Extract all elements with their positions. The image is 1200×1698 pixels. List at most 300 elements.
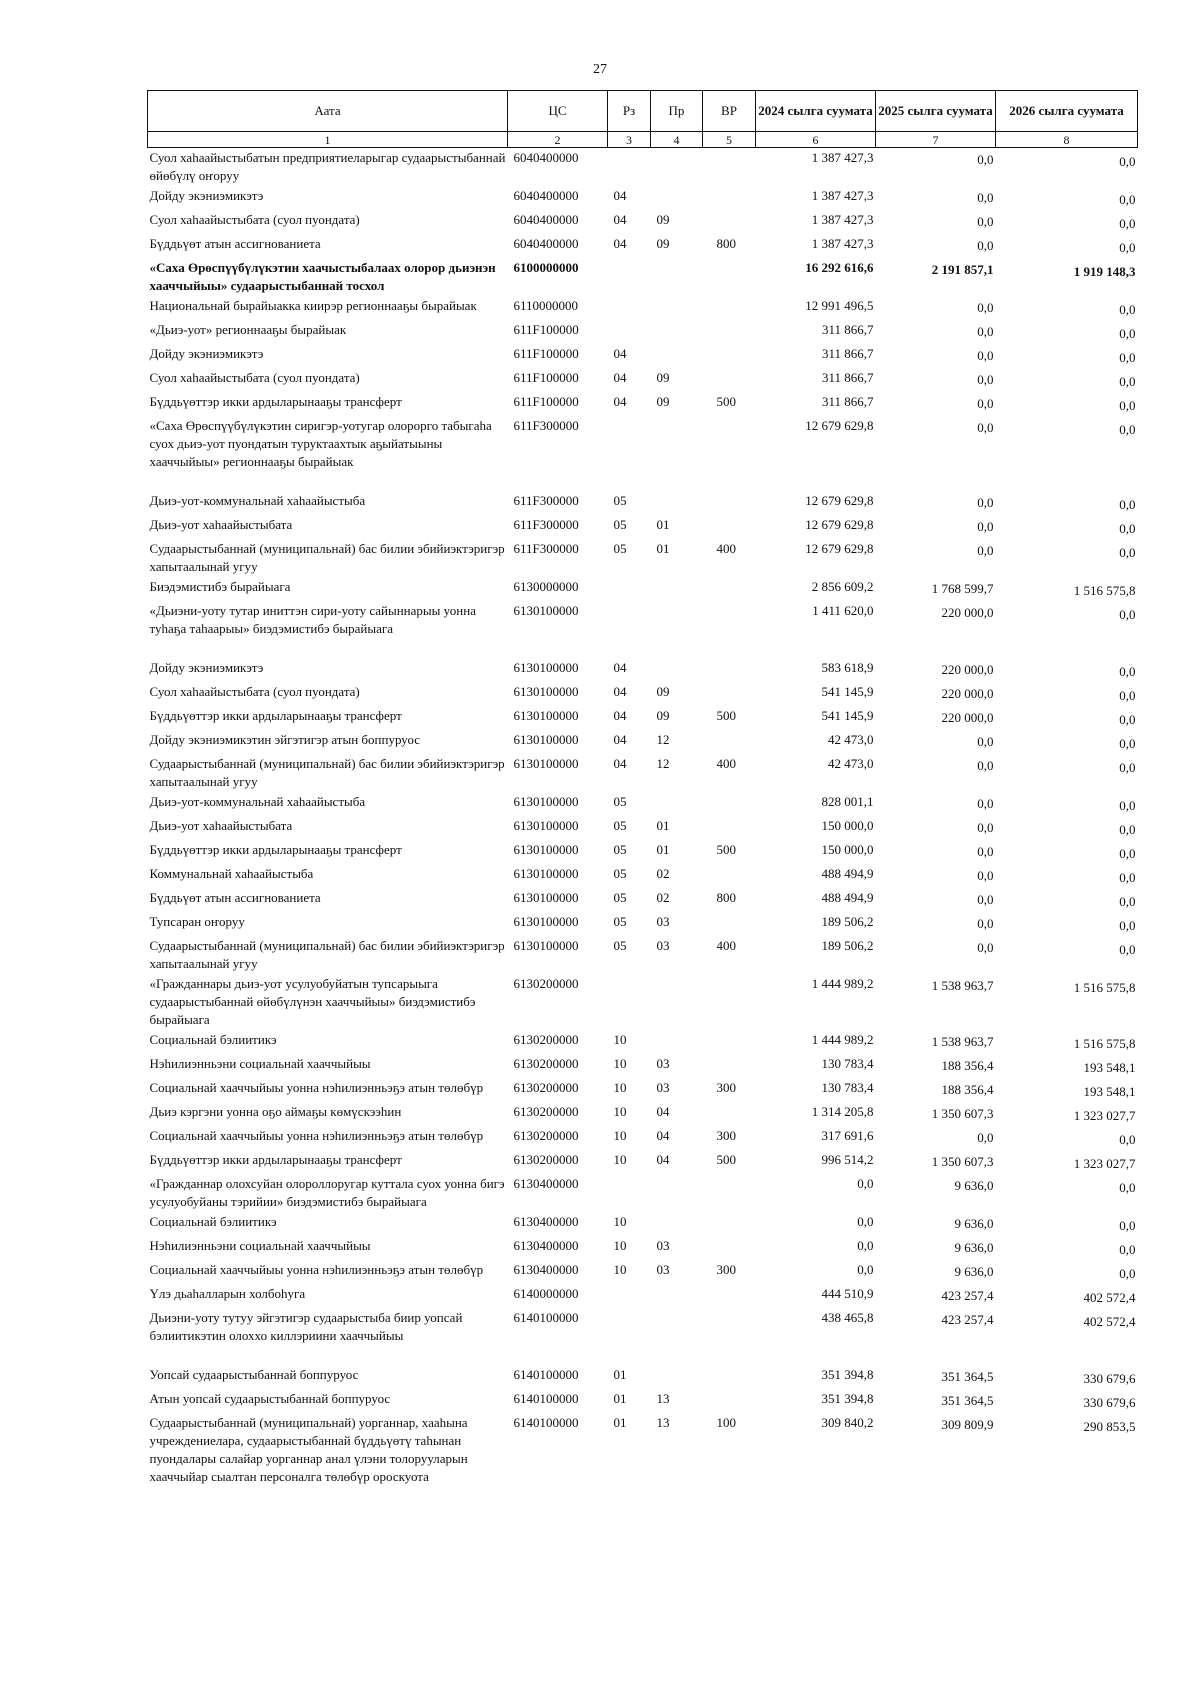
cell-2026: 0,0 (1119, 374, 1136, 389)
cell-name: Национальнай бырайыакка киирэр регионнааҕы бырайыак (149, 298, 477, 313)
cell-pr (651, 296, 703, 320)
table-row (148, 816, 1138, 840)
cell-2025: 9 636,0 (954, 1264, 994, 1279)
table-row (148, 148, 1138, 187)
cell-cs: 6130400000 (513, 1262, 579, 1277)
table-row (148, 186, 1138, 210)
header-rz: Рз (608, 91, 651, 132)
cell-2024: 189 506,2 (821, 914, 874, 929)
cell-cs: 6130100000 (513, 660, 579, 675)
cell-cs: 611F100000 (513, 322, 579, 337)
cell-2024: 311 866,7 (821, 394, 874, 409)
cell-2026: 290 853,5 (1083, 1419, 1136, 1434)
cell-vr (703, 816, 756, 840)
table-row (148, 1150, 1138, 1174)
cell-vr: 400 (716, 756, 736, 771)
table-row (148, 1308, 1138, 1365)
table-row (148, 234, 1138, 258)
cell-2025: 220 000,0 (941, 662, 994, 677)
cell-cs: 6040400000 (513, 188, 579, 203)
cell-pr: 03 (656, 1238, 670, 1253)
cell-2025: 9 636,0 (954, 1240, 994, 1255)
cell-2024: 488 494,9 (821, 866, 874, 881)
cell-2026: 1 919 148,3 (1073, 264, 1136, 279)
cell-2025: 0,0 (977, 300, 994, 315)
cell-vr (703, 210, 756, 234)
cell-rz: 10 (613, 1104, 627, 1119)
cell-2025: 0,0 (977, 152, 994, 167)
cell-cs: 6140100000 (513, 1367, 579, 1382)
cell-pr: 03 (656, 1262, 670, 1277)
cell-2024: 1 387 427,3 (811, 236, 874, 251)
cell-2026: 0,0 (1119, 664, 1136, 679)
cell-name: Судаарыстыбаннай (муниципальнай) бас билии эбийиэктэригэр хапытаалынай угуу (149, 938, 505, 971)
cell-2025: 2 191 857,1 (931, 262, 994, 277)
cell-name: Бүддьүөт атын ассигнованиета (149, 890, 321, 905)
cell-vr: 500 (716, 394, 736, 409)
cell-2025: 220 000,0 (941, 686, 994, 701)
table-row (148, 888, 1138, 912)
cell-2025: 0,0 (977, 214, 994, 229)
cell-2024: 488 494,9 (821, 890, 874, 905)
cell-vr (703, 1054, 756, 1078)
cell-vr (703, 864, 756, 888)
cell-name: Бүддьүөттэр икки ардыларынааҕы трансферт (149, 1152, 402, 1167)
cell-name: «Гражданнары дьиэ-уот усулуобуйатын тупсарыыга судаарыстыбаннай өйөбүлүнэн хааччыйыы» биэдэмистибэ бырайыага (149, 976, 476, 1027)
cell-vr (703, 974, 756, 1030)
cell-pr: 01 (656, 541, 670, 556)
cell-cs: 6130000000 (513, 579, 579, 594)
cell-rz: 10 (613, 1056, 627, 1071)
cell-cs: 6130200000 (513, 1104, 579, 1119)
cell-vr (703, 148, 756, 187)
cell-name: Социальнай хааччыйыы уонна нэһилиэнньэҕэ атын төлөбүр (149, 1262, 484, 1277)
cell-pr: 12 (656, 732, 670, 747)
cell-2026: 0,0 (1119, 326, 1136, 341)
cell-name: Нэһилиэнньэни социальнай хааччыйыы (149, 1056, 371, 1071)
cell-rz: 10 (613, 1262, 627, 1277)
cell-rz: 04 (613, 346, 627, 361)
cell-vr (703, 1236, 756, 1260)
cell-cs: 6040400000 (513, 150, 579, 165)
cell-pr: 03 (656, 914, 670, 929)
table-row (148, 912, 1138, 936)
cell-cs: 6130200000 (513, 1032, 579, 1047)
header-row (148, 91, 1138, 132)
cell-pr: 01 (656, 842, 670, 857)
cell-vr (703, 491, 756, 515)
cell-vr: 400 (716, 541, 736, 556)
cell-name: Судаарыстыбаннай (муниципальнай) уорганнар, хааһына учреждениелара, судаарыстыбаннай бүддьүөтү таһынан пуондалары салайар уорганнар анал үлэни толорууларын хааччыйар сыалтан персоналга төлөбүр ороскуота (149, 1415, 468, 1484)
cell-name: «Саха Өрөспүүбүлүкэтин хаачыстыбалаах олорор дьиэнэн хааччыйыы» судаарыстыбаннай тосхол (149, 260, 496, 293)
cell-name: «Гражданнар олохсуйан олороллоругар куттала суох уонна бигэ усулуобуйаны тэрийии» биэдэмистибэ бырайыага (149, 1176, 505, 1209)
cell-2024: 1 314 205,8 (811, 1104, 874, 1119)
cell-cs: 6130100000 (513, 866, 579, 881)
cell-2024: 16 292 616,6 (805, 260, 874, 275)
cell-cs: 6130400000 (513, 1214, 579, 1229)
cell-2026: 0,0 (1119, 302, 1136, 317)
cell-rz: 04 (613, 212, 627, 227)
table-row (148, 1030, 1138, 1054)
cell-2026: 402 572,4 (1083, 1290, 1136, 1305)
cell-vr: 300 (716, 1262, 736, 1277)
cell-2026: 0,0 (1119, 760, 1136, 775)
cell-2024: 1 411 620,0 (812, 603, 874, 618)
cell-2025: 0,0 (977, 820, 994, 835)
cell-vr (703, 792, 756, 816)
cell-2024: 311 866,7 (821, 370, 874, 385)
cell-2025: 423 257,4 (941, 1288, 994, 1303)
cell-2026: 193 548,1 (1083, 1060, 1136, 1075)
cell-2024: 189 506,2 (821, 938, 874, 953)
cell-rz: 04 (613, 684, 627, 699)
cell-pr: 13 (656, 1415, 670, 1430)
cell-2026: 0,0 (1119, 1266, 1136, 1281)
cell-2025: 0,0 (977, 420, 994, 435)
cell-cs: 6100000000 (513, 260, 579, 275)
cell-pr (651, 577, 703, 601)
cell-2026: 0,0 (1119, 1218, 1136, 1233)
cell-name: Суол хаhаайыстыбата (суол пуондата) (149, 370, 360, 385)
cell-name: Уопсай судаарыстыбаннай боппуруос (149, 1367, 359, 1382)
cell-2026: 1 323 027,7 (1073, 1156, 1136, 1171)
cell-2026: 0,0 (1119, 712, 1136, 727)
cell-pr (651, 186, 703, 210)
cell-name: Дьиэ-уот хаhаайыстыбата (149, 818, 293, 833)
cell-2025: 0,0 (977, 892, 994, 907)
cell-2024: 541 145,9 (821, 684, 874, 699)
table-row (148, 491, 1138, 515)
cell-2024: 311 866,7 (821, 346, 874, 361)
cell-cs: 6130100000 (513, 684, 579, 699)
table-row (148, 1389, 1138, 1413)
table-row (148, 1236, 1138, 1260)
cell-2024: 996 514,2 (821, 1152, 874, 1167)
cell-pr: 09 (656, 394, 670, 409)
cell-name: Суол хаhаайыстыбата (суол пуондата) (149, 684, 360, 699)
cell-pr: 09 (656, 212, 670, 227)
cell-2026: 0,0 (1119, 154, 1136, 169)
table-row (148, 682, 1138, 706)
cell-rz: 05 (613, 842, 627, 857)
table-row (148, 258, 1138, 296)
cell-2026: 0,0 (1119, 422, 1136, 437)
cell-2025: 0,0 (977, 495, 994, 510)
cell-cs: 6040400000 (513, 236, 579, 251)
cell-rz (608, 1174, 651, 1212)
cell-2025: 1 538 963,7 (931, 978, 994, 993)
table-row (148, 210, 1138, 234)
cell-2024: 42 473,0 (828, 732, 874, 747)
cell-cs: 611F100000 (513, 346, 579, 361)
table-row (148, 539, 1138, 577)
cell-vr (703, 368, 756, 392)
cell-cs: 611F300000 (513, 493, 579, 508)
cell-2024: 1 387 427,3 (811, 212, 874, 227)
cell-pr (651, 1284, 703, 1308)
cell-2025: 0,0 (977, 868, 994, 883)
table-row (148, 601, 1138, 658)
cell-name: Социальнай хааччыйыы уонна нэһилиэнньэҕэ атын төлөбүр (149, 1080, 484, 1095)
cell-2026: 0,0 (1119, 240, 1136, 255)
table-row (148, 792, 1138, 816)
table-row (148, 1212, 1138, 1236)
cell-rz: 01 (613, 1367, 627, 1382)
cell-name: Үлэ дьаһалларын холбоһуга (149, 1286, 306, 1301)
cell-rz: 10 (613, 1152, 627, 1167)
header-name: Аата (148, 91, 508, 132)
cell-vr: 300 (716, 1080, 736, 1095)
cell-2026: 0,0 (1119, 1132, 1136, 1147)
cell-cs: 6130100000 (513, 603, 579, 618)
cell-rz: 10 (613, 1080, 627, 1095)
cell-2026: 0,0 (1119, 894, 1136, 909)
table-row (148, 515, 1138, 539)
cell-2025: 0,0 (977, 190, 994, 205)
cell-vr (703, 344, 756, 368)
cell-2024: 12 991 496,5 (805, 298, 874, 313)
cell-2024: 311 866,7 (821, 322, 874, 337)
table-row (148, 344, 1138, 368)
cell-name: Социальнай хааччыйыы уонна нэһилиэнньэҕэ атын төлөбүр (149, 1128, 484, 1143)
cell-2024: 2 856 609,2 (811, 579, 874, 594)
cell-pr (651, 320, 703, 344)
cell-rz: 05 (613, 493, 627, 508)
cell-rz: 05 (613, 890, 627, 905)
cell-pr: 04 (656, 1104, 670, 1119)
cell-rz: 10 (613, 1032, 627, 1047)
cell-rz: 04 (613, 394, 627, 409)
column-number: 5 (703, 132, 756, 148)
cell-cs: 6130100000 (513, 890, 579, 905)
cell-name: Дойду экэниэмикэтин эйгэтигэр атын боппуруос (149, 732, 421, 747)
cell-2026: 0,0 (1119, 216, 1136, 231)
cell-2024: 150 000,0 (821, 818, 874, 833)
cell-2025: 9 636,0 (954, 1216, 994, 1231)
cell-rz: 05 (613, 517, 627, 532)
cell-cs: 6140100000 (513, 1310, 579, 1325)
cell-2025: 0,0 (977, 916, 994, 931)
cell-name: Нэһилиэнньэни социальнай хааччыйыы (149, 1238, 371, 1253)
table-row (148, 864, 1138, 888)
column-number: 7 (876, 132, 996, 148)
header-2026: 2026 сылга суумата (996, 91, 1138, 132)
cell-vr (703, 258, 756, 296)
cell-rz (608, 1284, 651, 1308)
cell-vr (703, 1308, 756, 1365)
cell-cs: 6130100000 (513, 732, 579, 747)
cell-pr: 03 (656, 1056, 670, 1071)
header-pr: Пр (651, 91, 703, 132)
table-row (148, 416, 1138, 491)
cell-name: Атын уопсай судаарыстыбаннай боппуруос (149, 1391, 391, 1406)
cell-vr (703, 416, 756, 491)
table-row (148, 1413, 1138, 1487)
cell-2026: 0,0 (1119, 545, 1136, 560)
cell-2025: 0,0 (977, 844, 994, 859)
table-row (148, 936, 1138, 974)
cell-pr: 13 (656, 1391, 670, 1406)
cell-2025: 188 356,4 (941, 1082, 994, 1097)
cell-pr (651, 1365, 703, 1389)
cell-2024: 42 473,0 (828, 756, 874, 771)
cell-2024: 12 679 629,8 (805, 493, 874, 508)
cell-2024: 541 145,9 (821, 708, 874, 723)
table-row (148, 368, 1138, 392)
cell-2025: 0,0 (977, 348, 994, 363)
cell-vr (703, 296, 756, 320)
cell-cs: 6130100000 (513, 708, 579, 723)
cell-name: Тупсаран оҥоруу (149, 914, 245, 929)
column-number: 2 (508, 132, 608, 148)
cell-name: Дьиэ кэргэни уонна оҕо аймаҕы көмүскээһин (149, 1104, 402, 1119)
cell-2025: 188 356,4 (941, 1058, 994, 1073)
cell-name: Коммунальнай хаhаайыстыба (149, 866, 314, 881)
cell-2025: 220 000,0 (941, 605, 994, 620)
cell-pr: 04 (656, 1128, 670, 1143)
cell-2024: 12 679 629,8 (805, 541, 874, 556)
cell-2026: 0,0 (1119, 1180, 1136, 1195)
cell-pr (651, 148, 703, 187)
cell-pr: 09 (656, 684, 670, 699)
cell-2024: 1 387 427,3 (811, 150, 874, 165)
cell-cs: 6130100000 (513, 938, 579, 953)
cell-2024: 438 465,8 (821, 1310, 874, 1325)
cell-name: Социальнай бэлиитикэ (149, 1032, 277, 1047)
table-row (148, 1102, 1138, 1126)
cell-2024: 444 510,9 (821, 1286, 874, 1301)
cell-name: Дойду экэниэмикэтэ (149, 188, 264, 203)
cell-2026: 0,0 (1119, 607, 1136, 622)
cell-vr (703, 1284, 756, 1308)
table-row (148, 1126, 1138, 1150)
cell-cs: 6130100000 (513, 914, 579, 929)
cell-2025: 0,0 (977, 396, 994, 411)
table-body (148, 148, 1138, 1488)
column-number-row (148, 132, 1138, 148)
cell-cs: 6130100000 (513, 794, 579, 809)
cell-rz: 10 (613, 1238, 627, 1253)
cell-2024: 150 000,0 (821, 842, 874, 857)
cell-vr (703, 1389, 756, 1413)
table-row (148, 754, 1138, 792)
cell-2026: 0,0 (1119, 798, 1136, 813)
cell-2024: 309 840,2 (821, 1415, 874, 1430)
cell-rz (608, 296, 651, 320)
cell-vr: 800 (716, 890, 736, 905)
cell-cs: 6130100000 (513, 842, 579, 857)
cell-rz: 04 (613, 660, 627, 675)
cell-2025: 0,0 (977, 324, 994, 339)
cell-2024: 12 679 629,8 (805, 517, 874, 532)
cell-name: Дьиэ-уот-коммунальнай хаhаайыстыба (149, 493, 366, 508)
cell-cs: 6130200000 (513, 1056, 579, 1071)
cell-2025: 0,0 (977, 519, 994, 534)
cell-2024: 130 783,4 (821, 1080, 874, 1095)
cell-2024: 351 394,8 (821, 1391, 874, 1406)
cell-2024: 1 444 989,2 (811, 976, 874, 991)
cell-pr: 12 (656, 756, 670, 771)
cell-rz: 05 (613, 914, 627, 929)
table-row (148, 1078, 1138, 1102)
cell-2026: 0,0 (1119, 942, 1136, 957)
cell-2026: 0,0 (1119, 1242, 1136, 1257)
cell-cs: 6040400000 (513, 212, 579, 227)
cell-vr (703, 1102, 756, 1126)
cell-2026: 0,0 (1119, 846, 1136, 861)
cell-rz: 01 (613, 1415, 627, 1430)
table-row (148, 1054, 1138, 1078)
cell-cs: 6130100000 (513, 818, 579, 833)
table-row (148, 296, 1138, 320)
cell-2025: 1 768 599,7 (931, 581, 994, 596)
cell-cs: 6130200000 (513, 1080, 579, 1095)
cell-rz: 04 (613, 188, 627, 203)
cell-name: Бүддьүөттэр икки ардыларынааҕы трансферт (149, 708, 402, 723)
cell-pr (651, 416, 703, 491)
cell-rz: 04 (613, 756, 627, 771)
cell-name: Суол хаhаайыстыбата (суол пуондата) (149, 212, 360, 227)
cell-2025: 0,0 (977, 758, 994, 773)
cell-2026: 1 323 027,7 (1073, 1108, 1136, 1123)
cell-pr (651, 601, 703, 658)
cell-2025: 351 364,5 (941, 1369, 994, 1384)
cell-2024: 0,0 (857, 1262, 874, 1277)
cell-2024: 0,0 (857, 1214, 874, 1229)
cell-2026: 0,0 (1119, 822, 1136, 837)
cell-name: Дьиэ-уот хаhаайыстыбата (149, 517, 293, 532)
table-row (148, 1260, 1138, 1284)
cell-2025: 0,0 (977, 238, 994, 253)
cell-vr: 500 (716, 842, 736, 857)
cell-pr: 01 (656, 517, 670, 532)
cell-name: Суол хаhаайыстыбатын предприятиеларыгар судаарыстыбаннай өйөбүлү оҥоруу (149, 150, 506, 183)
cell-2025: 1 350 607,3 (931, 1154, 994, 1169)
table-row (148, 706, 1138, 730)
cell-cs: 6110000000 (513, 298, 579, 313)
table-row (148, 1284, 1138, 1308)
cell-rz: 05 (613, 794, 627, 809)
cell-2025: 0,0 (977, 796, 994, 811)
cell-rz: 05 (613, 818, 627, 833)
cell-name: Социальнай бэлиитикэ (149, 1214, 277, 1229)
cell-pr (651, 258, 703, 296)
header-cs: ЦС (508, 91, 608, 132)
cell-pr (651, 658, 703, 682)
cell-cs: 6130200000 (513, 1152, 579, 1167)
header-2025: 2025 сылга суумата (876, 91, 996, 132)
cell-vr (703, 912, 756, 936)
cell-cs: 6130200000 (513, 976, 579, 991)
cell-2025: 309 809,9 (941, 1417, 994, 1432)
cell-2026: 0,0 (1119, 736, 1136, 751)
cell-2024: 1 444 989,2 (811, 1032, 874, 1047)
cell-rz: 05 (613, 938, 627, 953)
cell-pr: 09 (656, 370, 670, 385)
header-2024: 2024 сылга суумата (756, 91, 876, 132)
table-row (148, 392, 1138, 416)
cell-2026: 0,0 (1119, 918, 1136, 933)
cell-2025: 351 364,5 (941, 1393, 994, 1408)
cell-vr (703, 1174, 756, 1212)
cell-cs: 611F100000 (513, 394, 579, 409)
cell-2026: 1 516 575,8 (1073, 583, 1136, 598)
cell-cs: 6130100000 (513, 756, 579, 771)
cell-rz: 04 (613, 370, 627, 385)
table-row (148, 1365, 1138, 1389)
cell-2026: 1 516 575,8 (1073, 980, 1136, 995)
cell-cs: 611F300000 (513, 517, 579, 532)
